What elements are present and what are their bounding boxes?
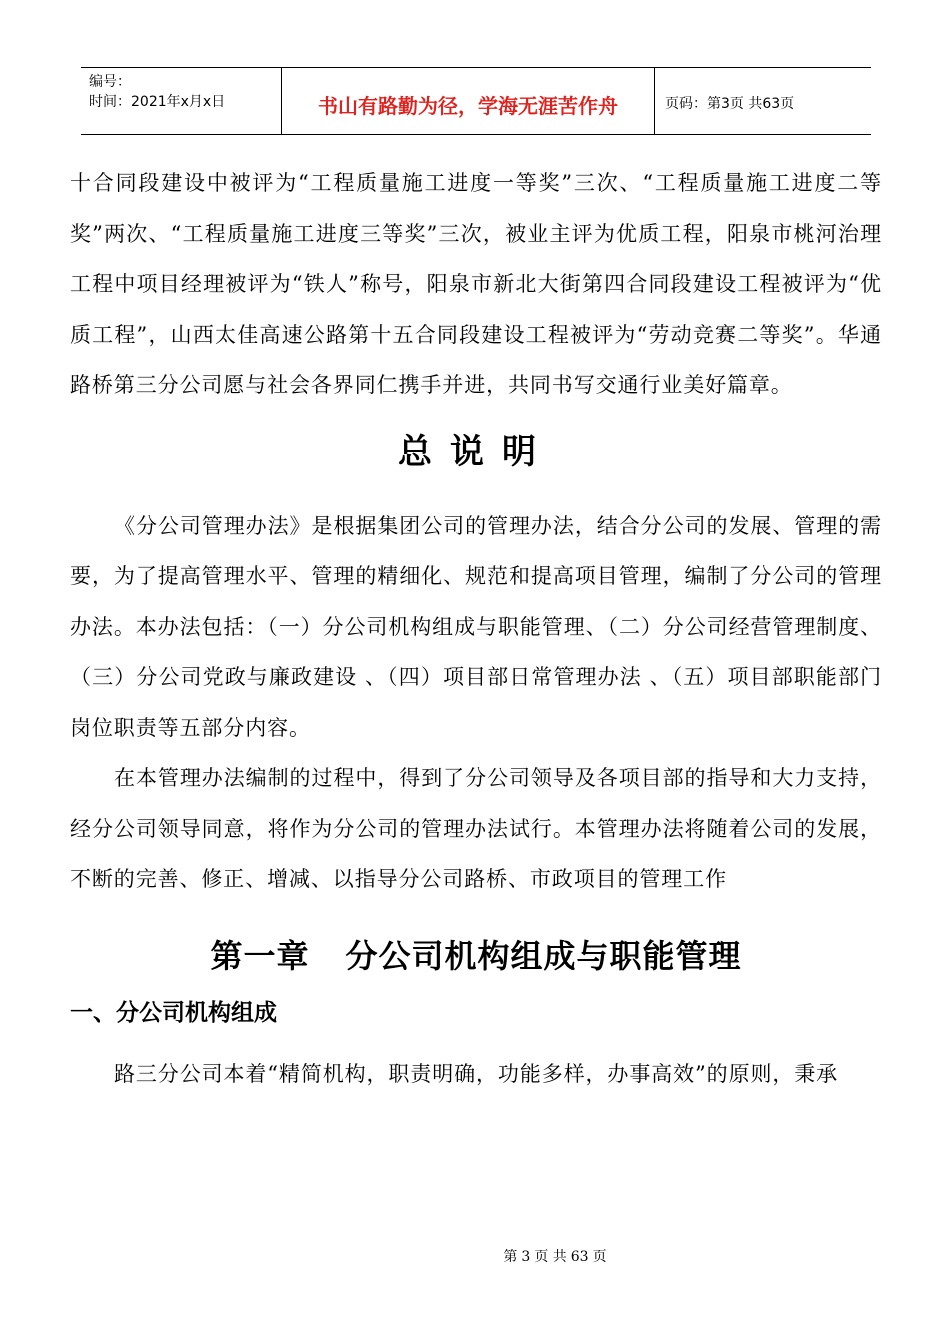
page-footer (0, 1246, 950, 1266)
document-body (70, 158, 882, 1099)
footer-current-page: 3 (521, 1249, 531, 1265)
footer-middle: 页 共 (534, 1249, 567, 1265)
general-paragraph-1: 《分公司管理办法》是根据集团公司的管理办法，结合分公司的发展、管理的需要，为了提高管理水平、管理的精细化、规范和提高项目管理，编制了分公司的管理办法。本办法包括：（一）分公司机构组成与职能管理、（二）分公司经营管理制度、（三）分公司党政与廉政建设 、（四）项目部日常管理办法 、（五）项目部职能部门岗位职责等五部分内容。 (70, 513, 882, 740)
footer-prefix: 第 (503, 1249, 518, 1265)
header-meta (81, 68, 282, 134)
section-paragraph: 路三分公司本着“精简机构，职责明确，功能多样，办事高效”的原则，秉承 (114, 1061, 839, 1086)
general-title: 总说明 (398, 431, 554, 472)
chapter-title: 分公司机构组成与职能管理 (345, 936, 742, 975)
footer-total-pages: 63 (570, 1249, 589, 1265)
section-heading: 一、分公司机构组成 (70, 999, 277, 1026)
chapter-heading (70, 925, 882, 987)
page-header (81, 67, 871, 135)
document-date: 时间：2021年x月x日 (89, 94, 226, 110)
header-motto: 书山有路勤为径，学海无涯苦作舟 (282, 68, 655, 134)
general-paragraph-2: 在本管理办法编制的过程中，得到了分公司领导及各项目部的指导和大力支持，经分公司领导同意，将作为分公司的管理办法试行。本管理办法将随着公司的发展，不断的完善、修正、增减、以指导分公司路桥、市政项目的管理工作 (70, 766, 882, 891)
document-number-label: 编号： (89, 74, 131, 90)
intro-paragraph: 十合同段建设中被评为“工程质量施工进度一等奖”三次、“工程质量施工进度二等奖”两次、“工程质量施工进度三等奖”三次，被业主评为优质工程，阳泉市桃河治理工程中项目经理被评为“铁人”称号，阳泉市新北大街第四合同段建设工程被评为“优质工程”，山西太佳高速公路第十五合同段建设工程被评为“劳动竞赛二等奖”。华通路桥第三分公司愿与社会各界同仁携手并进，共同书写交通行业美好篇章。 (70, 171, 882, 397)
chapter-number: 第一章 (210, 936, 310, 975)
header-page-info: 页码：第3页 共63页 (665, 96, 795, 112)
footer-suffix: 页 (592, 1249, 607, 1265)
